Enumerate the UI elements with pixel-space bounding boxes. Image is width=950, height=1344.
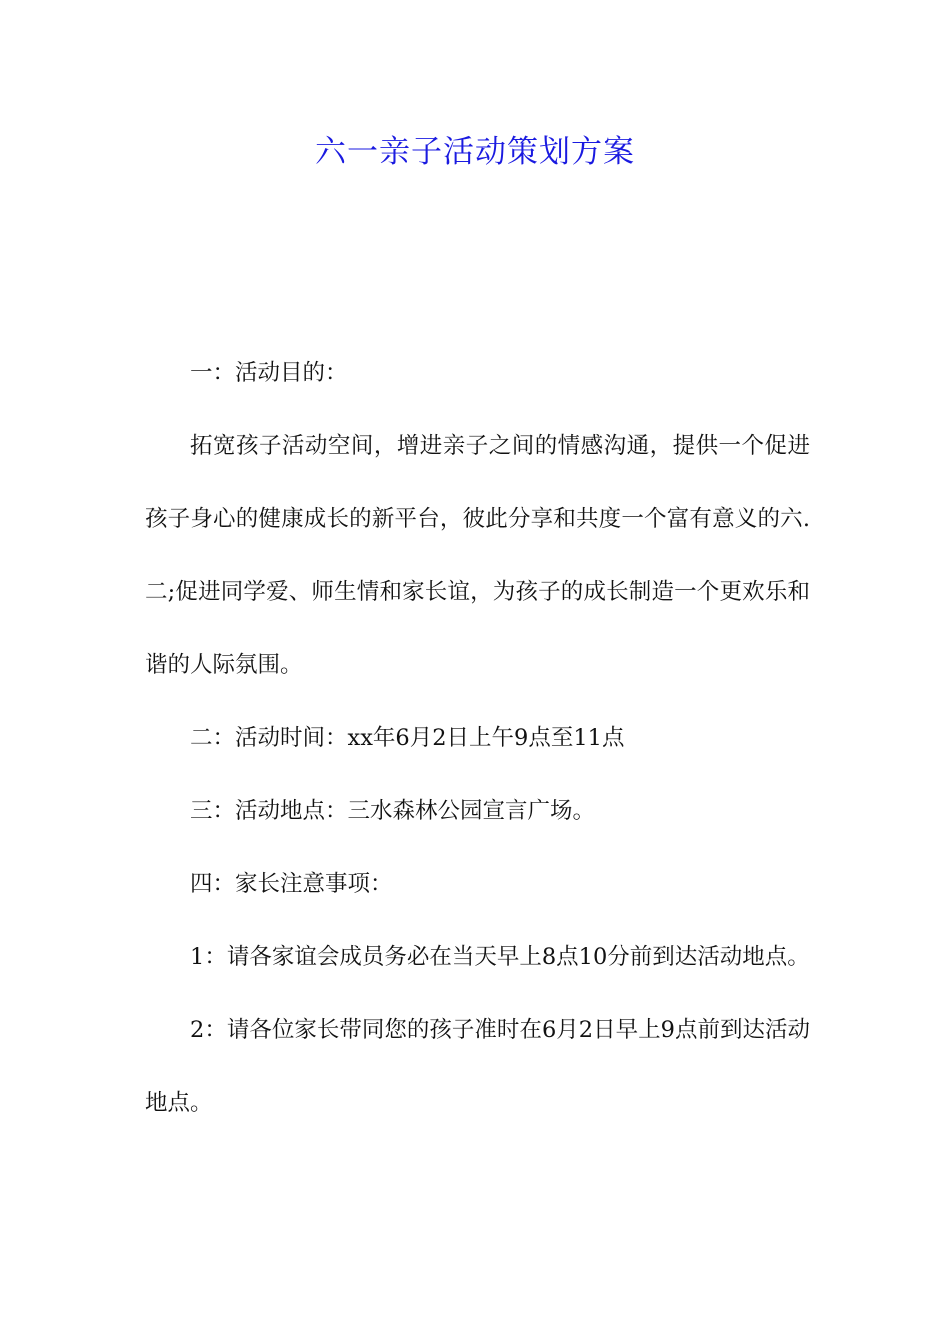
document-title: 六一亲子活动策划方案	[315, 134, 635, 170]
section-notes-heading: 四：家长注意事项：	[190, 871, 393, 897]
section-time: 二：活动时间：xx年6月2日上午9点至11点	[190, 725, 625, 751]
section-purpose-heading: 一：活动目的：	[190, 360, 348, 386]
note-item-2: 2：请各位家长带同您的孩子准时在6月2日早上9点前到达活动地点。	[145, 1017, 810, 1116]
section-location: 三：活动地点：三水森林公园宣言广场。	[190, 798, 596, 824]
document-body	[145, 337, 810, 1140]
note-item-1: 1：请各家谊会成员务必在当天早上8点10分前到达活动地点。	[190, 944, 810, 970]
purpose-paragraph: 拓宽孩子活动空间，增进亲子之间的情感沟通，提供一个促进孩子身心的健康成长的新平台，彼此分享和共度一个富有意义的六.二;促进同学爱、师生情和家长谊，为孩子的成长制造一个更欢乐和谐的人际氛围。	[145, 433, 810, 678]
